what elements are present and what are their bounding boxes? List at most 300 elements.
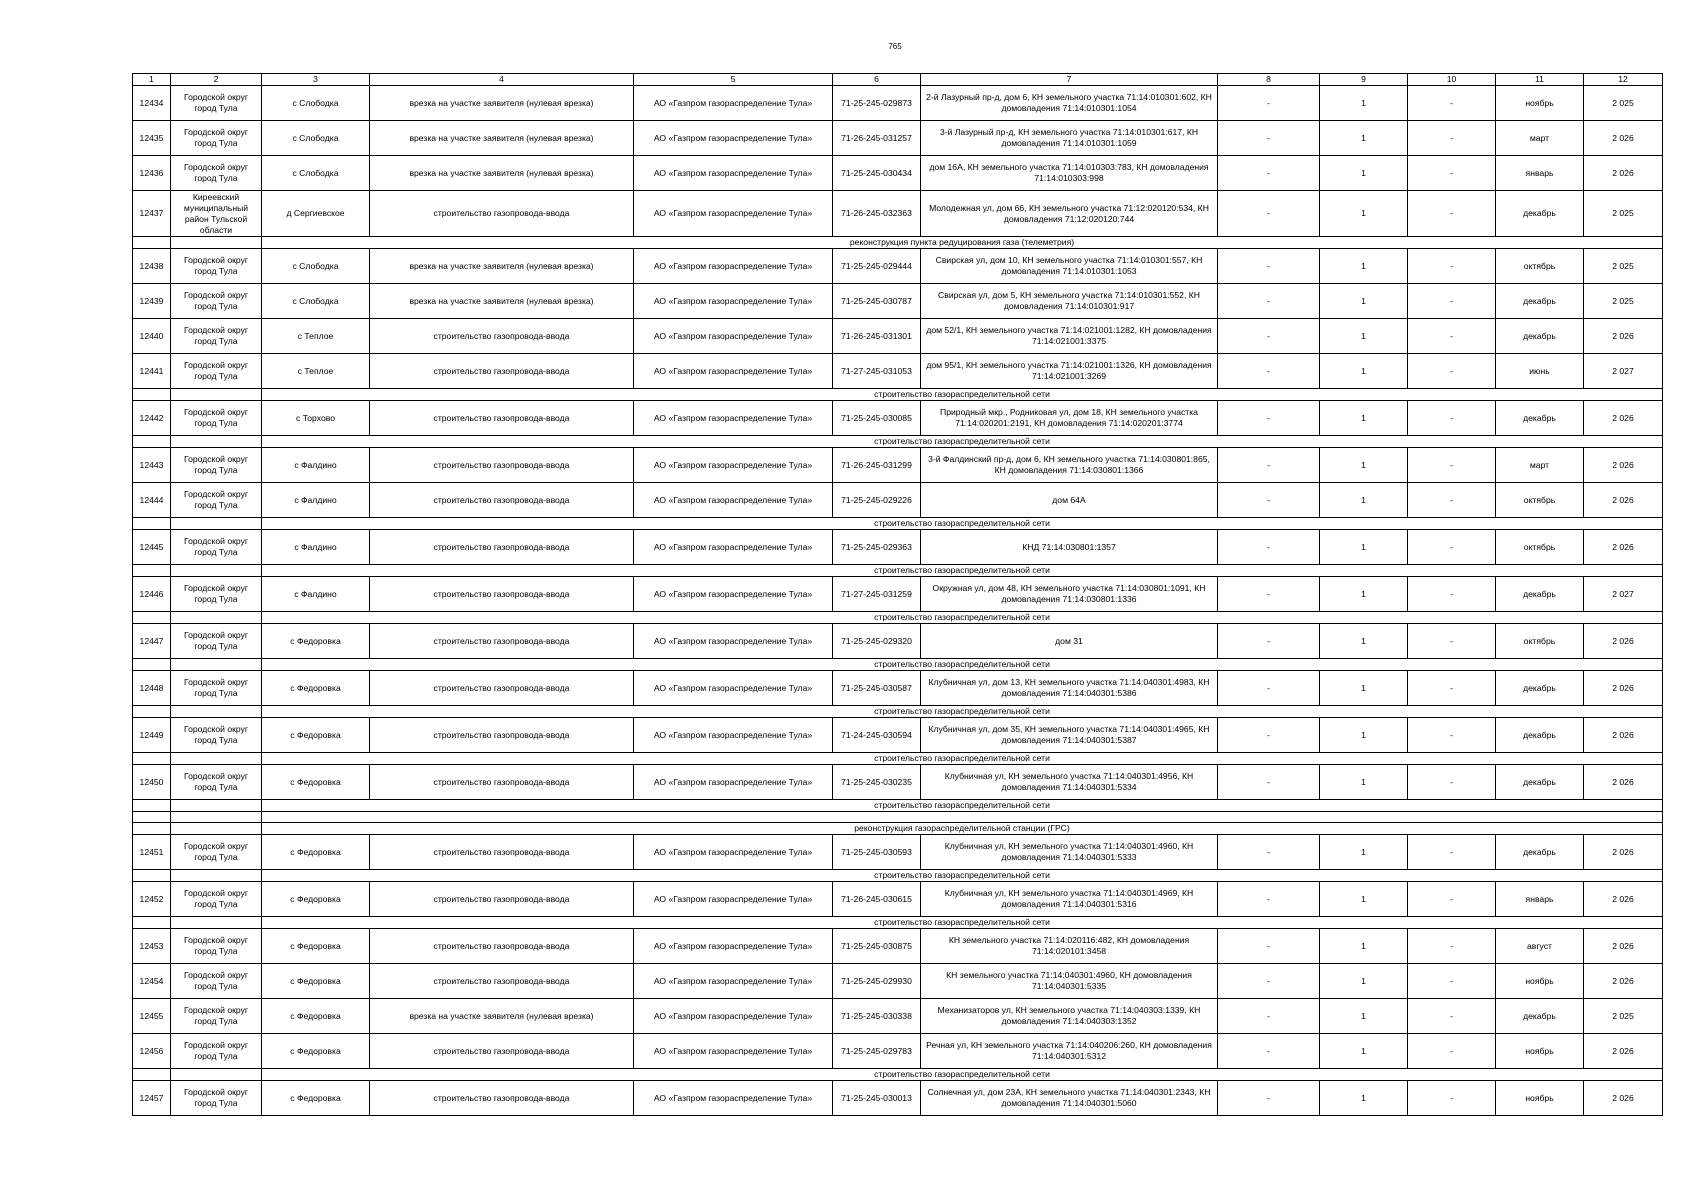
month-cell: январь	[1496, 156, 1584, 191]
row-number-cell: 12445	[133, 530, 171, 565]
section-heading: строительство газораспределительной сети	[262, 659, 1663, 671]
address-cell: Свирская ул, дом 5, КН земельного участка 71:14:010301:552, КН домовладения 71:14:010301:917	[921, 284, 1218, 319]
district-cell: Городской округ город Тула	[171, 448, 262, 483]
column-10-cell: -	[1408, 284, 1496, 319]
quantity-cell: 1	[1320, 671, 1408, 706]
address-cell: дом 64А	[921, 483, 1218, 518]
section-heading: строительство газораспределительной сети	[262, 917, 1663, 929]
quantity-cell: 1	[1320, 530, 1408, 565]
settlement-cell: с Слободка	[262, 86, 370, 121]
district-cell: Городской округ город Тула	[171, 835, 262, 870]
settlement-cell: с Фалдино	[262, 448, 370, 483]
request-code-cell: 71-24-245-030594	[833, 718, 921, 753]
work-type-cell: строительство газопровода-ввода	[370, 1081, 634, 1116]
district-cell: Городской округ город Тула	[171, 401, 262, 436]
table-row	[133, 999, 1663, 1034]
district-cell: Городской округ город Тула	[171, 354, 262, 389]
work-type-cell: врезка на участке заявителя (нулевая врезка)	[370, 156, 634, 191]
section-row	[133, 706, 1663, 718]
settlement-cell: с Федоровка	[262, 624, 370, 659]
company-cell: АО «Газпром газораспределение Тула»	[634, 1081, 833, 1116]
empty-cell	[171, 436, 262, 448]
year-cell: 2 026	[1584, 765, 1663, 800]
request-code-cell: 71-27-245-031259	[833, 577, 921, 612]
settlement-cell: с Слободка	[262, 156, 370, 191]
table-row	[133, 86, 1663, 121]
quantity-cell: 1	[1320, 191, 1408, 237]
column-10-cell: -	[1408, 121, 1496, 156]
column-10-cell: -	[1408, 835, 1496, 870]
empty-cell	[171, 870, 262, 882]
month-cell: ноябрь	[1496, 1081, 1584, 1116]
settlement-cell: с Фалдино	[262, 530, 370, 565]
table-row	[133, 530, 1663, 565]
section-row	[133, 659, 1663, 671]
company-cell: АО «Газпром газораспределение Тула»	[634, 882, 833, 917]
row-number-cell: 12457	[133, 1081, 171, 1116]
address-cell: Окружная ул, дом 48, КН земельного участка 71:14:030801:1091, КН домовладения 71:14:030801:1336	[921, 577, 1218, 612]
row-number-cell: 12442	[133, 401, 171, 436]
request-code-cell: 71-25-245-030875	[833, 929, 921, 964]
address-cell: Механизаторов ул, КН земельного участка 71:14:040303:1339, КН домовладения 71:14:040303:1352	[921, 999, 1218, 1034]
empty-cell	[171, 823, 262, 835]
address-cell: дом 52/1, КН земельного участка 71:14:021001:1282, КН домовладения 71:14:021001:3375	[921, 319, 1218, 354]
empty-cell	[171, 565, 262, 577]
district-cell: Городской округ город Тула	[171, 964, 262, 999]
column-10-cell: -	[1408, 671, 1496, 706]
settlement-cell: с Федоровка	[262, 999, 370, 1034]
work-type-cell: врезка на участке заявителя (нулевая врезка)	[370, 999, 634, 1034]
section-heading: реконструкция пункта редуцирования газа (телеметрия)	[262, 237, 1663, 249]
header-cell: 5	[634, 74, 833, 86]
settlement-cell: с Теплое	[262, 319, 370, 354]
table-row	[133, 964, 1663, 999]
section-row	[133, 518, 1663, 530]
work-type-cell: строительство газопровода-ввода	[370, 765, 634, 800]
work-type-cell: строительство газопровода-ввода	[370, 835, 634, 870]
company-cell: АО «Газпром газораспределение Тула»	[634, 530, 833, 565]
month-cell: август	[1496, 929, 1584, 964]
empty-cell	[133, 917, 171, 929]
table-body	[133, 74, 1663, 1116]
table-row	[133, 835, 1663, 870]
row-number-cell: 12439	[133, 284, 171, 319]
empty-cell	[133, 1069, 171, 1081]
header-cell: 12	[1584, 74, 1663, 86]
column-8-cell: -	[1218, 577, 1320, 612]
year-cell: 2 025	[1584, 191, 1663, 237]
column-8-cell: -	[1218, 354, 1320, 389]
company-cell: АО «Газпром газораспределение Тула»	[634, 86, 833, 121]
column-10-cell: -	[1408, 1034, 1496, 1069]
table-row	[133, 671, 1663, 706]
data-table	[132, 73, 1663, 1116]
year-cell: 2 027	[1584, 354, 1663, 389]
row-number-cell: 12451	[133, 835, 171, 870]
year-cell: 2 026	[1584, 671, 1663, 706]
month-cell: декабрь	[1496, 671, 1584, 706]
district-cell: Городской округ город Тула	[171, 284, 262, 319]
address-cell: КНД 71:14:030801:1357	[921, 530, 1218, 565]
section-heading: строительство газораспределительной сети	[262, 565, 1663, 577]
row-number-cell: 12454	[133, 964, 171, 999]
company-cell: АО «Газпром газораспределение Тула»	[634, 964, 833, 999]
work-type-cell: врезка на участке заявителя (нулевая врезка)	[370, 121, 634, 156]
month-cell: декабрь	[1496, 319, 1584, 354]
quantity-cell: 1	[1320, 718, 1408, 753]
address-cell: КН земельного участка 71:14:040301:4960, КН домовладения 71:14:040301:5335	[921, 964, 1218, 999]
address-cell: Клубничная ул, дом 13, КН земельного участка 71:14:040301:4983, КН домовладения 71:14:040301:5386	[921, 671, 1218, 706]
month-cell: декабрь	[1496, 191, 1584, 237]
column-10-cell: -	[1408, 530, 1496, 565]
row-number-cell: 12455	[133, 999, 171, 1034]
empty-cell	[133, 612, 171, 624]
address-cell: Клубничная ул, КН земельного участка 71:14:040301:4956, КН домовладения 71:14:040301:5334	[921, 765, 1218, 800]
request-code-cell: 71-25-245-030338	[833, 999, 921, 1034]
table-row	[133, 577, 1663, 612]
table-row	[133, 624, 1663, 659]
column-8-cell: -	[1218, 284, 1320, 319]
settlement-cell: с Фалдино	[262, 483, 370, 518]
table-row	[133, 249, 1663, 284]
request-code-cell: 71-26-245-030615	[833, 882, 921, 917]
request-code-cell: 71-25-245-030085	[833, 401, 921, 436]
section-heading: строительство газораспределительной сети	[262, 518, 1663, 530]
request-code-cell: 71-25-245-030235	[833, 765, 921, 800]
year-cell: 2 026	[1584, 156, 1663, 191]
column-10-cell: -	[1408, 624, 1496, 659]
section-heading: строительство газораспределительной сети	[262, 706, 1663, 718]
row-number-cell: 12446	[133, 577, 171, 612]
request-code-cell: 71-25-245-029930	[833, 964, 921, 999]
address-cell: Клубничная ул, дом 35, КН земельного участка 71:14:040301:4965, КН домовладения 71:14:040301:5387	[921, 718, 1218, 753]
district-cell: Городской округ город Тула	[171, 319, 262, 354]
address-cell: 2-й Лазурный пр-д, дом 6, КН земельного участка 71:14:010301:602, КН домовладения 71:14:010301:1054	[921, 86, 1218, 121]
month-cell: декабрь	[1496, 999, 1584, 1034]
section-row	[133, 237, 1663, 249]
section-row	[133, 800, 1663, 812]
work-type-cell: врезка на участке заявителя (нулевая врезка)	[370, 86, 634, 121]
table-row	[133, 156, 1663, 191]
page-number: 765	[888, 42, 902, 51]
work-type-cell: врезка на участке заявителя (нулевая врезка)	[370, 284, 634, 319]
month-cell: декабрь	[1496, 284, 1584, 319]
empty-cell	[171, 1069, 262, 1081]
row-number-cell: 12450	[133, 765, 171, 800]
section-row	[133, 436, 1663, 448]
settlement-cell: с Слободка	[262, 121, 370, 156]
empty-cell	[171, 389, 262, 401]
work-type-cell: строительство газопровода-ввода	[370, 530, 634, 565]
work-type-cell: строительство газопровода-ввода	[370, 577, 634, 612]
quantity-cell: 1	[1320, 882, 1408, 917]
district-cell: Городской округ город Тула	[171, 86, 262, 121]
column-8-cell: -	[1218, 249, 1320, 284]
table-row	[133, 401, 1663, 436]
header-cell: 8	[1218, 74, 1320, 86]
district-cell: Городской округ город Тула	[171, 999, 262, 1034]
company-cell: АО «Газпром газораспределение Тула»	[634, 1034, 833, 1069]
table-row	[133, 191, 1663, 237]
company-cell: АО «Газпром газораспределение Тула»	[634, 671, 833, 706]
year-cell: 2 026	[1584, 1034, 1663, 1069]
month-cell: март	[1496, 448, 1584, 483]
empty-cell	[171, 518, 262, 530]
month-cell: октябрь	[1496, 249, 1584, 284]
request-code-cell: 71-25-245-030593	[833, 835, 921, 870]
year-cell: 2 026	[1584, 319, 1663, 354]
company-cell: АО «Газпром газораспределение Тула»	[634, 156, 833, 191]
request-code-cell: 71-25-245-030587	[833, 671, 921, 706]
empty-cell	[171, 237, 262, 249]
section-heading: реконструкция газораспределительной станции (ГРС)	[262, 823, 1663, 835]
table-row	[133, 929, 1663, 964]
column-8-cell: -	[1218, 835, 1320, 870]
section-heading: строительство газораспределительной сети	[262, 800, 1663, 812]
row-number-cell: 12448	[133, 671, 171, 706]
settlement-cell: с Федоровка	[262, 765, 370, 800]
month-cell: декабрь	[1496, 577, 1584, 612]
company-cell: АО «Газпром газораспределение Тула»	[634, 624, 833, 659]
empty-cell	[171, 917, 262, 929]
company-cell: АО «Газпром газораспределение Тула»	[634, 121, 833, 156]
address-cell: Клубничная ул, КН земельного участка 71:14:040301:4969, КН домовладения 71:14:040301:5316	[921, 882, 1218, 917]
column-8-cell: -	[1218, 671, 1320, 706]
table-row	[133, 765, 1663, 800]
table-row	[133, 483, 1663, 518]
table-row	[133, 1081, 1663, 1116]
request-code-cell: 71-25-245-029873	[833, 86, 921, 121]
table-row	[133, 284, 1663, 319]
column-8-cell: -	[1218, 86, 1320, 121]
work-type-cell: строительство газопровода-ввода	[370, 401, 634, 436]
section-row	[133, 753, 1663, 765]
column-10-cell: -	[1408, 929, 1496, 964]
row-number-cell: 12452	[133, 882, 171, 917]
row-number-cell: 12441	[133, 354, 171, 389]
work-type-cell: строительство газопровода-ввода	[370, 964, 634, 999]
company-cell: АО «Газпром газораспределение Тула»	[634, 249, 833, 284]
year-cell: 2 026	[1584, 121, 1663, 156]
column-10-cell: -	[1408, 156, 1496, 191]
row-number-cell: 12447	[133, 624, 171, 659]
quantity-cell: 1	[1320, 401, 1408, 436]
company-cell: АО «Газпром газораспределение Тула»	[634, 448, 833, 483]
section-row	[133, 612, 1663, 624]
request-code-cell: 71-26-245-031257	[833, 121, 921, 156]
year-cell: 2 026	[1584, 718, 1663, 753]
section-row	[133, 917, 1663, 929]
year-cell: 2 025	[1584, 284, 1663, 319]
column-8-cell: -	[1218, 765, 1320, 800]
company-cell: АО «Газпром газораспределение Тула»	[634, 319, 833, 354]
month-cell: ноябрь	[1496, 86, 1584, 121]
address-cell: 3-й Лазурный пр-д, КН земельного участка 71:14:010301:617, КН домовладения 71:14:010301:1059	[921, 121, 1218, 156]
table-row	[133, 718, 1663, 753]
quantity-cell: 1	[1320, 483, 1408, 518]
company-cell: АО «Газпром газораспределение Тула»	[634, 835, 833, 870]
empty-cell	[133, 518, 171, 530]
settlement-cell: с Федоровка	[262, 671, 370, 706]
district-cell: Городской округ город Тула	[171, 929, 262, 964]
header-cell: 7	[921, 74, 1218, 86]
settlement-cell: д Сергиевское	[262, 191, 370, 237]
district-cell: Городской округ город Тула	[171, 249, 262, 284]
empty-cell	[133, 389, 171, 401]
column-8-cell: -	[1218, 1034, 1320, 1069]
district-cell: Городской округ город Тула	[171, 121, 262, 156]
header-cell: 10	[1408, 74, 1496, 86]
quantity-cell: 1	[1320, 156, 1408, 191]
header-cell: 3	[262, 74, 370, 86]
settlement-cell: с Теплое	[262, 354, 370, 389]
company-cell: АО «Газпром газораспределение Тула»	[634, 718, 833, 753]
request-code-cell: 71-26-245-031299	[833, 448, 921, 483]
table-row	[133, 448, 1663, 483]
year-cell: 2 025	[1584, 999, 1663, 1034]
row-number-cell: 12456	[133, 1034, 171, 1069]
request-code-cell: 71-25-245-030434	[833, 156, 921, 191]
column-10-cell: -	[1408, 319, 1496, 354]
header-cell: 11	[1496, 74, 1584, 86]
request-code-cell: 71-27-245-031053	[833, 354, 921, 389]
quantity-cell: 1	[1320, 249, 1408, 284]
header-cell: 9	[1320, 74, 1408, 86]
settlement-cell: с Фалдино	[262, 577, 370, 612]
work-type-cell: строительство газопровода-ввода	[370, 671, 634, 706]
year-cell: 2 026	[1584, 530, 1663, 565]
month-cell: октябрь	[1496, 530, 1584, 565]
address-cell: дом 95/1, КН земельного участка 71:14:021001:1326, КН домовладения 71:14:021001:3269	[921, 354, 1218, 389]
month-cell: декабрь	[1496, 718, 1584, 753]
header-row	[133, 74, 1663, 86]
header-cell: 2	[171, 74, 262, 86]
quantity-cell: 1	[1320, 1081, 1408, 1116]
company-cell: АО «Газпром газораспределение Тула»	[634, 929, 833, 964]
settlement-cell: с Федоровка	[262, 1081, 370, 1116]
year-cell: 2 025	[1584, 86, 1663, 121]
address-cell: дом 31	[921, 624, 1218, 659]
quantity-cell: 1	[1320, 624, 1408, 659]
request-code-cell: 71-25-245-029320	[833, 624, 921, 659]
row-number-cell: 12444	[133, 483, 171, 518]
district-cell: Городской округ город Тула	[171, 577, 262, 612]
empty-cell	[171, 800, 262, 812]
company-cell: АО «Газпром газораспределение Тула»	[634, 577, 833, 612]
empty-cell	[133, 659, 171, 671]
empty-cell	[133, 812, 171, 823]
work-type-cell: строительство газопровода-ввода	[370, 624, 634, 659]
section-heading: строительство газораспределительной сети	[262, 389, 1663, 401]
request-code-cell: 71-25-245-029444	[833, 249, 921, 284]
empty-cell	[133, 565, 171, 577]
district-cell: Городской округ город Тула	[171, 156, 262, 191]
section-row	[133, 823, 1663, 835]
request-code-cell: 71-25-245-030787	[833, 284, 921, 319]
address-cell: Солнечная ул, дом 23А, КН земельного участка 71:14:040301:2343, КН домовладения 71:14:040301:5060	[921, 1081, 1218, 1116]
column-10-cell: -	[1408, 354, 1496, 389]
work-type-cell: строительство газопровода-ввода	[370, 483, 634, 518]
empty-cell	[133, 800, 171, 812]
quantity-cell: 1	[1320, 765, 1408, 800]
empty-cell	[171, 659, 262, 671]
year-cell: 2 026	[1584, 964, 1663, 999]
district-cell: Городской округ город Тула	[171, 1034, 262, 1069]
work-type-cell: строительство газопровода-ввода	[370, 882, 634, 917]
column-8-cell: -	[1218, 999, 1320, 1034]
district-cell: Городской округ город Тула	[171, 882, 262, 917]
section-row	[133, 565, 1663, 577]
empty-cell	[133, 870, 171, 882]
work-type-cell: врезка на участке заявителя (нулевая врезка)	[370, 249, 634, 284]
table-row	[133, 121, 1663, 156]
district-cell: Городской округ город Тула	[171, 483, 262, 518]
quantity-cell: 1	[1320, 929, 1408, 964]
settlement-cell: с Федоровка	[262, 882, 370, 917]
year-cell: 2 026	[1584, 448, 1663, 483]
month-cell: декабрь	[1496, 765, 1584, 800]
header-cell: 4	[370, 74, 634, 86]
address-cell: Речная ул, КН земельного участка 71:14:040206:260, КН домовладения 71:14:040301:5312	[921, 1034, 1218, 1069]
settlement-cell: с Федоровка	[262, 835, 370, 870]
work-type-cell: строительство газопровода-ввода	[370, 319, 634, 354]
quantity-cell: 1	[1320, 999, 1408, 1034]
district-cell: Городской округ город Тула	[171, 624, 262, 659]
column-8-cell: -	[1218, 191, 1320, 237]
column-10-cell: -	[1408, 86, 1496, 121]
column-8-cell: -	[1218, 156, 1320, 191]
column-8-cell: -	[1218, 624, 1320, 659]
address-cell: Свирская ул, дом 10, КН земельного участка 71:14:010301:557, КН домовладения 71:14:010301:1053	[921, 249, 1218, 284]
year-cell: 2 026	[1584, 835, 1663, 870]
request-code-cell: 71-25-245-029783	[833, 1034, 921, 1069]
column-10-cell: -	[1408, 882, 1496, 917]
section-heading: строительство газораспределительной сети	[262, 612, 1663, 624]
row-number-cell: 12449	[133, 718, 171, 753]
work-type-cell: строительство газопровода-ввода	[370, 1034, 634, 1069]
address-cell: Природный мкр., Родниковая ул, дом 18, КН земельного участка 71:14:020201:2191, КН домовладения 71:14:020201:3774	[921, 401, 1218, 436]
quantity-cell: 1	[1320, 121, 1408, 156]
settlement-cell: с Федоровка	[262, 929, 370, 964]
request-code-cell: 71-26-245-031301	[833, 319, 921, 354]
district-cell: Городской округ город Тула	[171, 718, 262, 753]
month-cell: июнь	[1496, 354, 1584, 389]
empty-cell	[133, 753, 171, 765]
quantity-cell: 1	[1320, 448, 1408, 483]
district-cell: Киреевский муниципальный район Тульской области	[171, 191, 262, 237]
section-row	[133, 389, 1663, 401]
request-code-cell: 71-25-245-030013	[833, 1081, 921, 1116]
column-10-cell: -	[1408, 1081, 1496, 1116]
empty-cell	[171, 812, 262, 823]
settlement-cell: с Торхово	[262, 401, 370, 436]
row-number-cell: 12443	[133, 448, 171, 483]
column-8-cell: -	[1218, 448, 1320, 483]
section-heading: строительство газораспределительной сети	[262, 1069, 1663, 1081]
quantity-cell: 1	[1320, 577, 1408, 612]
work-type-cell: строительство газопровода-ввода	[370, 448, 634, 483]
address-cell: дом 16А, КН земельного участка 71:14:010303:783, КН домовладения 71:14:010303:998	[921, 156, 1218, 191]
work-type-cell: строительство газопровода-ввода	[370, 718, 634, 753]
month-cell: март	[1496, 121, 1584, 156]
work-type-cell: строительство газопровода-ввода	[370, 191, 634, 237]
company-cell: АО «Газпром газораспределение Тула»	[634, 354, 833, 389]
empty-cell	[171, 706, 262, 718]
quantity-cell: 1	[1320, 835, 1408, 870]
company-cell: АО «Газпром газораспределение Тула»	[634, 191, 833, 237]
address-cell: КН земельного участка 71:14:020116:482, КН домовладения 71:14:020101:3458	[921, 929, 1218, 964]
column-8-cell: -	[1218, 319, 1320, 354]
